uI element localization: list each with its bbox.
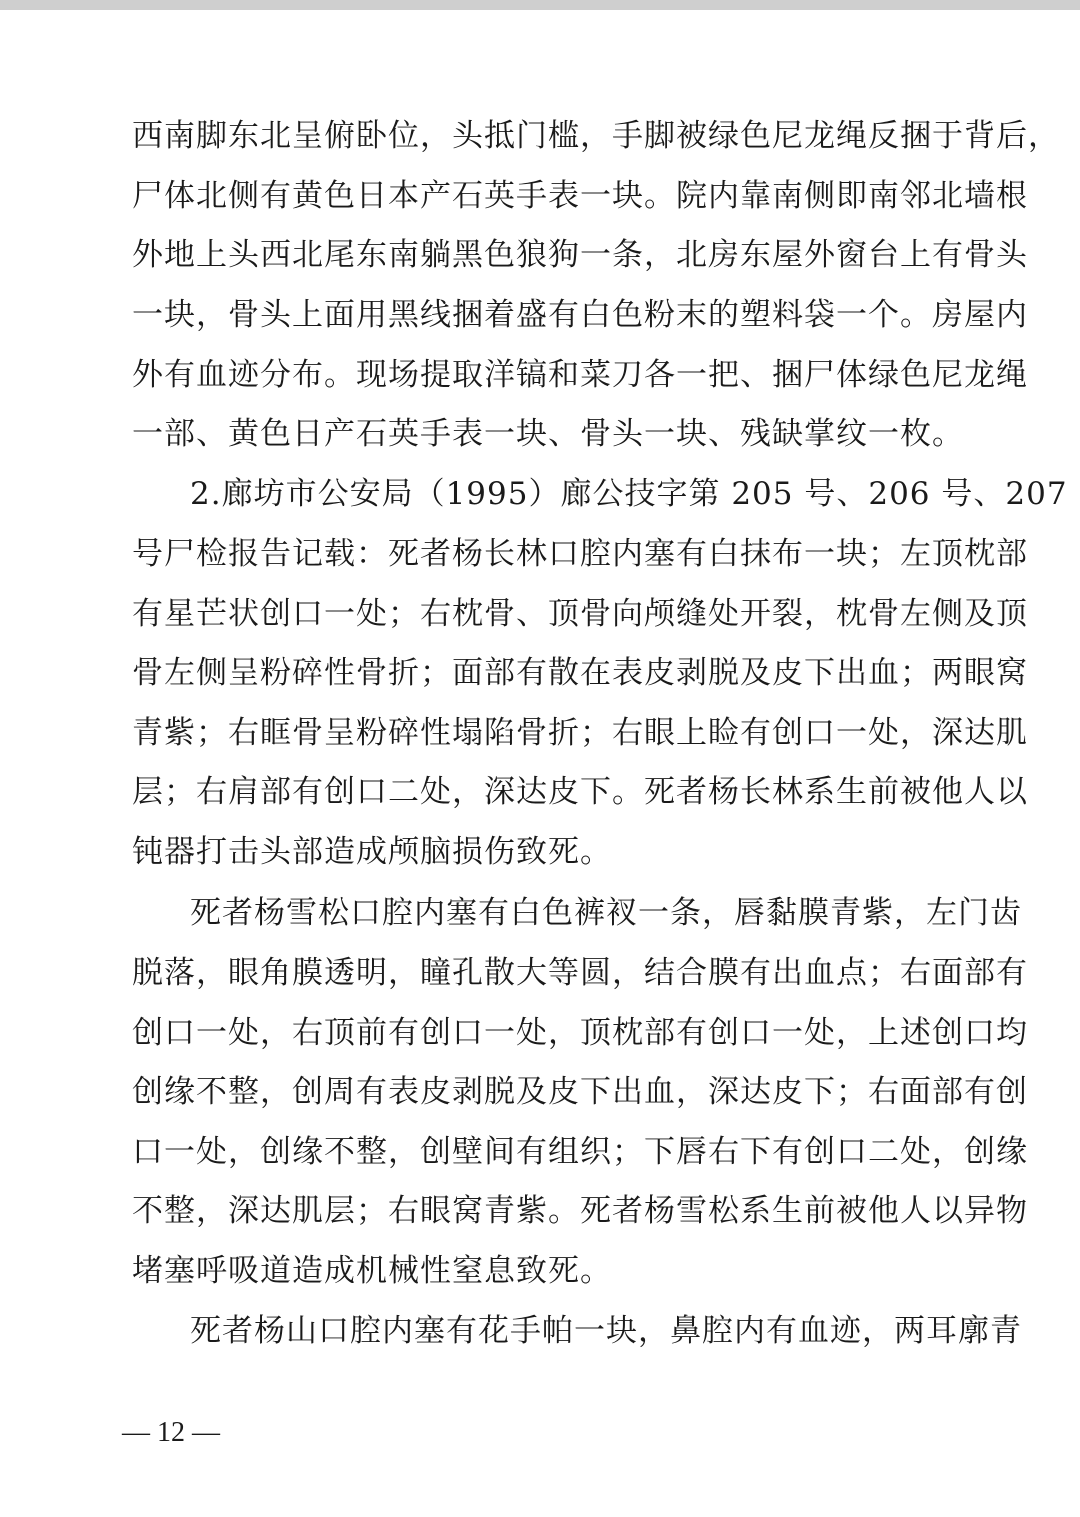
text-line: 不整，深达肌层；右眼窝青紫。死者杨雪松系生前被他人以异物 [132,1193,1028,1229]
document-page [0,10,1080,1517]
text-line: 青紫；右眶骨呈粉碎性塌陷骨折；右眼上睑有创口一处，深达肌 [132,715,1028,751]
text-line: 创口一处，右顶前有创口一处，顶枕部有创口一处，上述创口均 [132,1015,1028,1051]
text-line: 脱落，眼角膜透明，瞳孔散大等圆，结合膜有出血点；右面部有 [132,955,1028,991]
text-line: 骨左侧呈粉碎性骨折；面部有散在表皮剥脱及皮下出血；两眼窝 [132,655,1028,691]
text-line: 口一处，创缘不整，创壁间有组织；下唇右下有创口二处，创缘 [132,1134,1028,1170]
paragraph-start-line: 死者杨山口腔内塞有花手帕一块，鼻腔内有血迹，两耳廓青 [190,1313,1022,1349]
paragraph-start-line: 2.廊坊市公安局（1995）廊公技字第 205 号、206 号、207 [190,476,1068,512]
text-line: 堵塞呼吸道造成机械性窒息致死。 [132,1253,612,1289]
text-line: 号尸检报告记载：死者杨长林口腔内塞有白抹布一块；左顶枕部 [132,536,1028,572]
text-line: 层；右肩部有创口二处，深达皮下。死者杨长林系生前被他人以 [132,774,1028,810]
text-line: 一块，骨头上面用黑线捆着盛有白色粉末的塑料袋一个。房屋内 [132,297,1028,333]
top-edge-strip [0,0,1080,10]
text-line: 有星芒状创口一处；右枕骨、顶骨向颅缝处开裂，枕骨左侧及顶 [132,596,1028,632]
text-line: 外地上头西北尾东南躺黑色狼狗一条，北房东屋外窗台上有骨头 [132,237,1028,273]
text-line: 西南脚东北呈俯卧位，头抵门槛，手脚被绿色尼龙绳反捆于背后， [132,118,1060,154]
page-number: — 12 — [122,1417,220,1448]
text-line: 钝器打击头部造成颅脑损伤致死。 [132,834,612,870]
text-line: 一部、黄色日产石英手表一块、骨头一块、残缺掌纹一枚。 [132,416,964,452]
text-line: 外有血迹分布。现场提取洋镐和菜刀各一把、捆尸体绿色尼龙绳 [132,357,1028,393]
paragraph-start-line: 死者杨雪松口腔内塞有白色裤衩一条，唇黏膜青紫，左门齿 [190,895,1022,931]
text-line: 创缘不整，创周有表皮剥脱及皮下出血，深达皮下；右面部有创 [132,1074,1028,1110]
text-line: 尸体北侧有黄色日本产石英手表一块。院内靠南侧即南邻北墙根 [132,178,1028,214]
